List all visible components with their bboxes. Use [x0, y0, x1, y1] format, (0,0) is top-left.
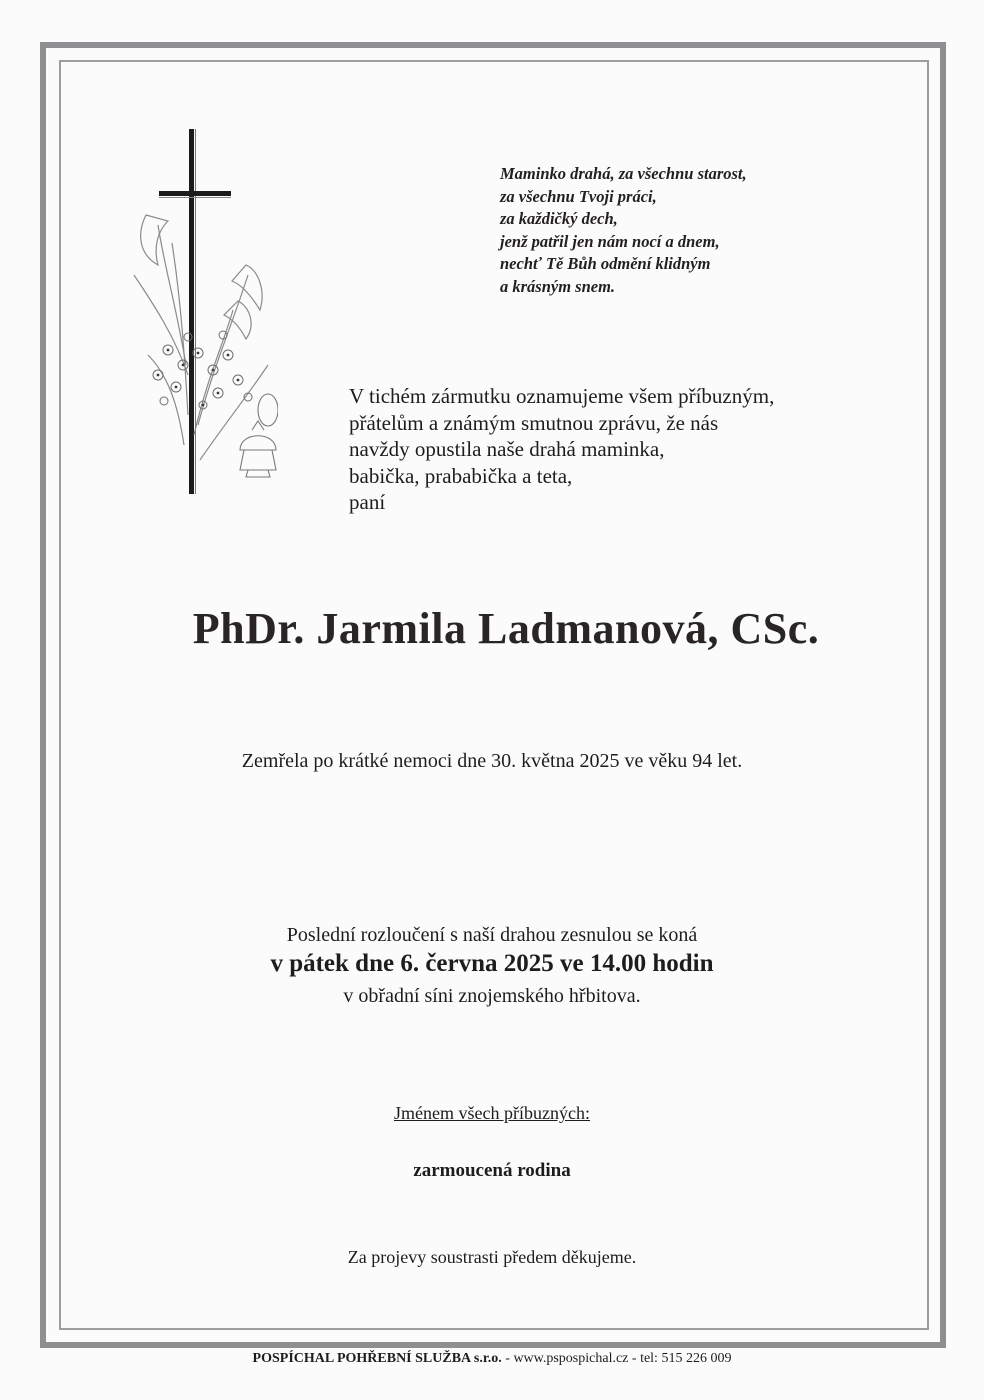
verse-line: za všechnu Tvoji práci, [500, 186, 657, 206]
footer-website: www.pspospichal.cz [513, 1351, 629, 1366]
footer-company: POSPÍCHAL POHŘEBNÍ SLUŽBA s.r.o. [252, 1351, 502, 1366]
announcement-line: paní [349, 490, 386, 514]
footer [0, 1351, 984, 1367]
announcement-line: navždy opustila naše drahá maminka, [349, 437, 665, 461]
thanks-note: Za projevy soustrasti předem děkujeme. [347, 1247, 637, 1267]
memorial-verse [500, 163, 860, 298]
announcement-line: babička, prababička a teta, [349, 463, 573, 488]
footer-separator: - [501, 1351, 514, 1366]
death-notice: Zemřela po krátké nemoci dne 30. května 2025 ve věku 94 let. [241, 750, 743, 772]
announcement-line: V tichém zármutku oznamujeme všem příbuzným, [349, 384, 775, 408]
verse-line: a krásným snem. [500, 276, 616, 296]
farewell-intro: Poslední rozloučení s naší drahou zesnulou se koná [286, 924, 698, 946]
deceased-name: PhDr. Jarmila Ladmanová, CSc. [192, 604, 820, 653]
verse-line: jenž patřil jen nám nocí a dnem, [500, 231, 720, 251]
footer-phone: tel: 515 226 009 [640, 1351, 732, 1366]
cross-with-lilies-icon [128, 125, 278, 500]
verse-line: za každičký dech, [500, 209, 618, 228]
family-signature: zarmoucená rodina [413, 1160, 571, 1181]
footer-separator: - [628, 1351, 641, 1366]
verse-line: Maminko drahá, za všechnu starost, [500, 164, 747, 183]
announcement-text [349, 383, 869, 516]
farewell-place: v obřadní síni znojemského hřbitova. [343, 985, 641, 1007]
farewell-date-time: v pátek dne 6. června 2025 ve 14.00 hodin [270, 950, 714, 977]
on-behalf-label: Jménem všech příbuzných: [394, 1103, 590, 1123]
announcement-line: přátelům a známým smutnou zprávu, že nás [349, 410, 719, 435]
verse-line: nechť Tě Bůh odmění klidným [500, 254, 711, 273]
